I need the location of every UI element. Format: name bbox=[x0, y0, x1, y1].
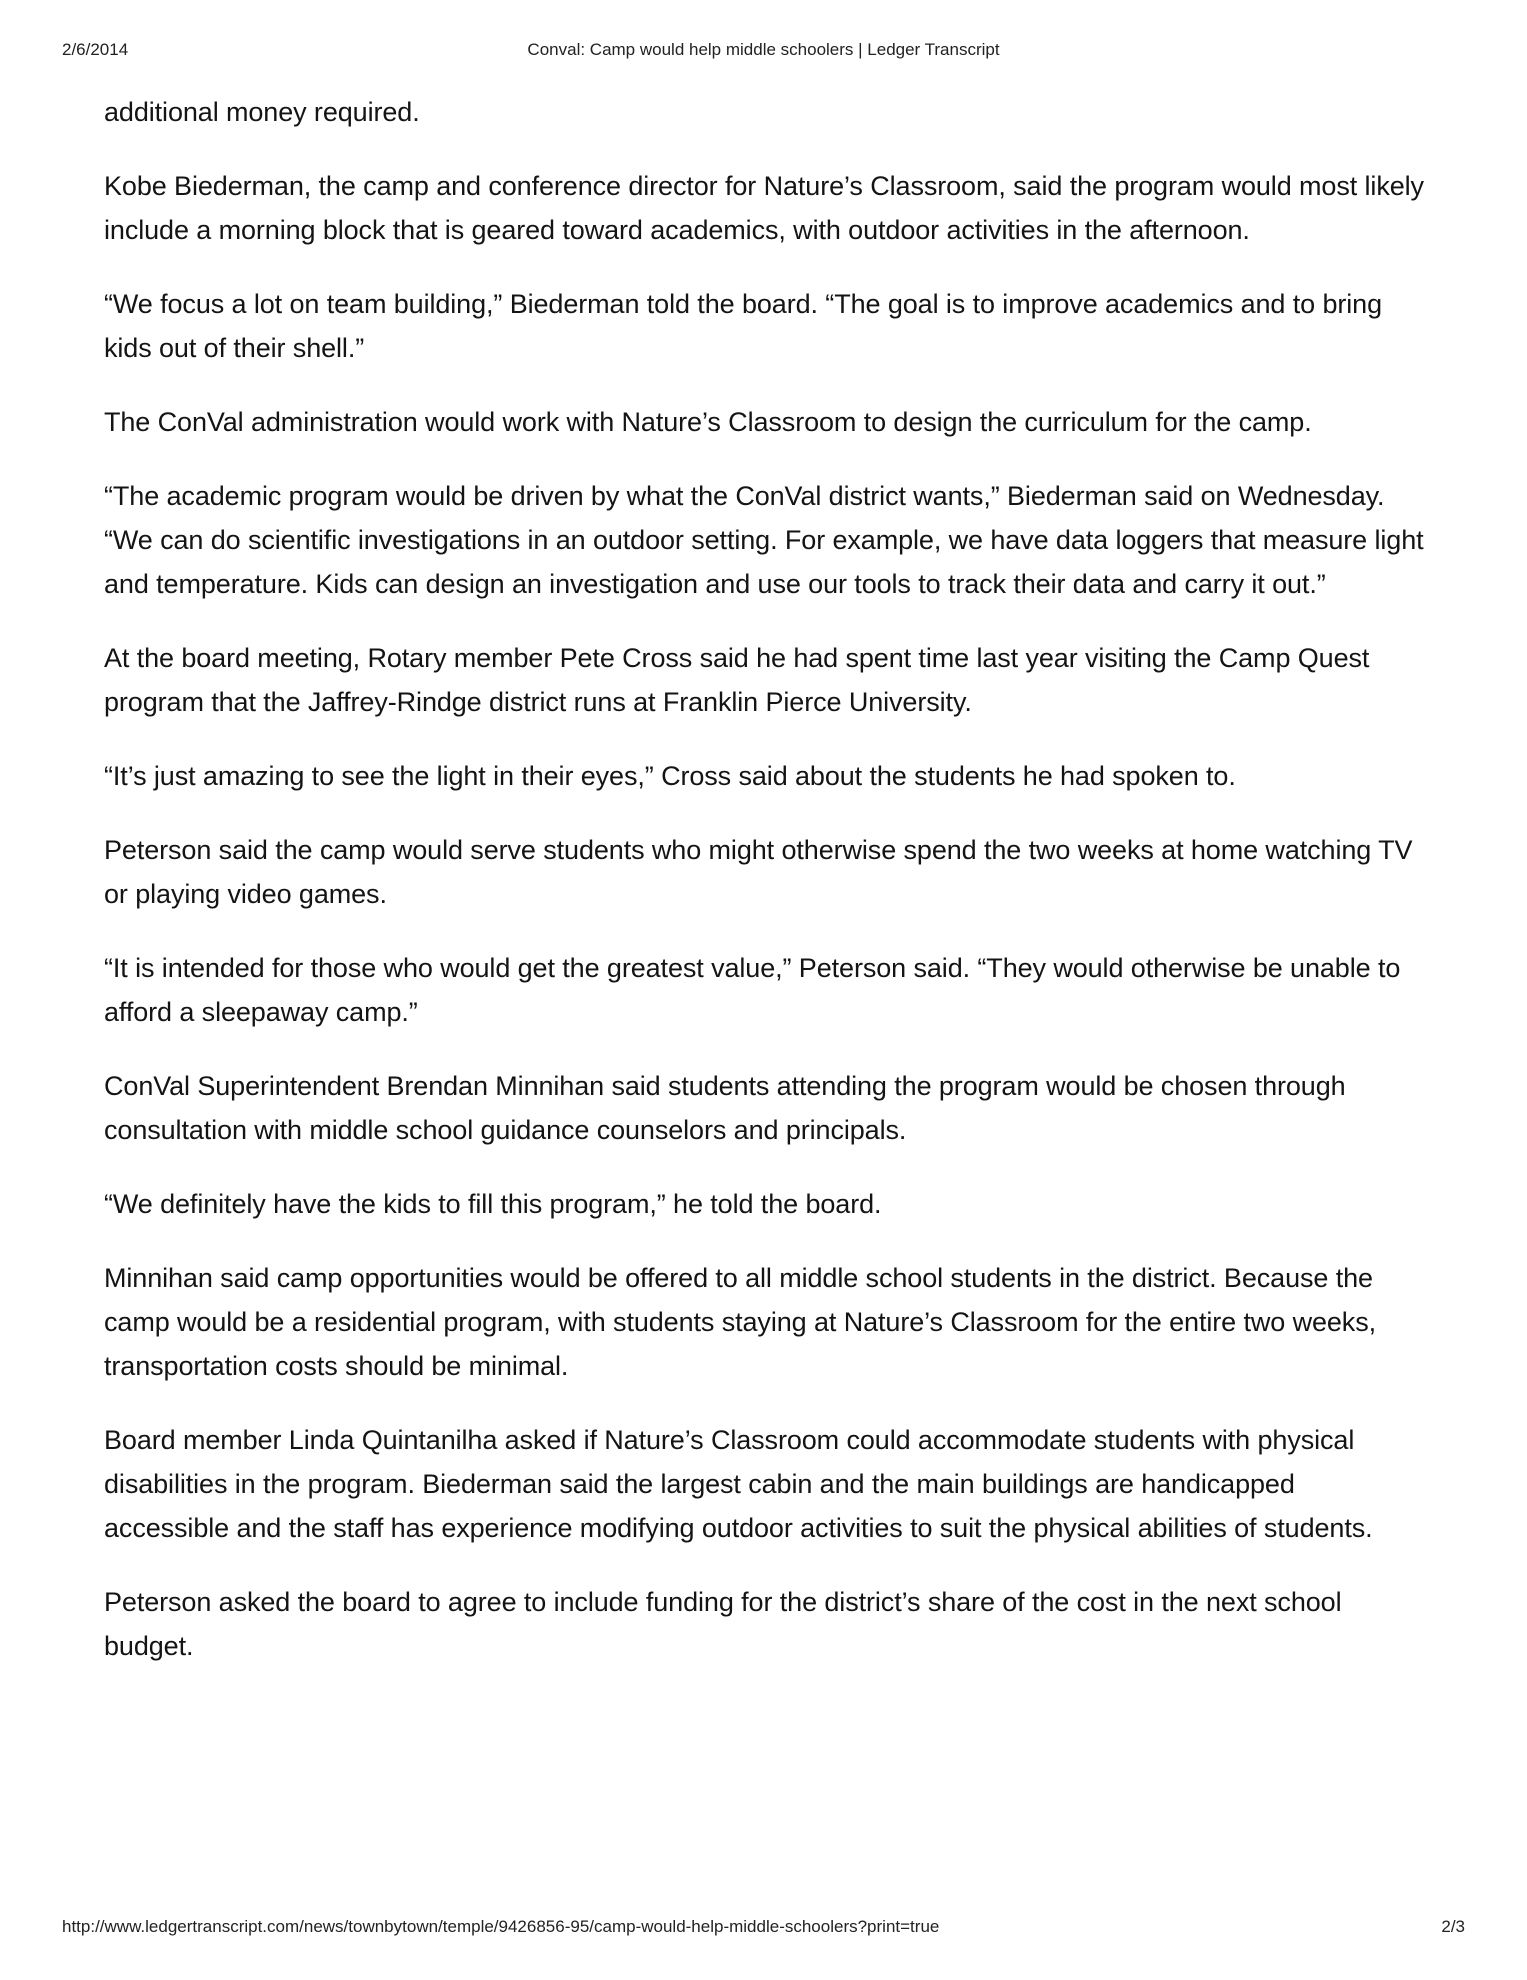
print-footer bbox=[62, 1917, 1465, 1941]
paragraph: Peterson said the camp would serve students who might otherwise spend the two weeks at home watching TV or playing video games. bbox=[104, 835, 1413, 909]
page-title: Conval: Camp would help middle schoolers | Ledger Transcript bbox=[527, 40, 1000, 59]
paragraph: “It is intended for those who would get the greatest value,” Peterson said. “They would otherwise be unable to afford a sleepaway camp.” bbox=[104, 953, 1401, 1027]
paragraph: “We focus a lot on team building,” Biederman told the board. “The goal is to improve academics and to bring kids out of their shell.” bbox=[104, 289, 1382, 363]
page-url: http://www.ledgertranscript.com/news/townbytown/temple/9426856-95/camp-would-help-middle-schoolers?print=true bbox=[62, 1917, 940, 1936]
paragraph: “The academic program would be driven by what the ConVal district wants,” Biederman said on Wednesday. “We can do scientific investigations in an outdoor setting. For example, we have data loggers that measure light and temperature. Kids can design an investigation and use our tools to track their data and carry it out.” bbox=[104, 481, 1424, 599]
paragraph: “It’s just amazing to see the light in their eyes,” Cross said about the students he had spoken to. bbox=[104, 761, 1236, 791]
paragraph: Peterson asked the board to agree to include funding for the district’s share of the cost in the next school budget. bbox=[104, 1587, 1342, 1661]
paragraph: The ConVal administration would work with Nature’s Classroom to design the curriculum for the camp. bbox=[104, 407, 1312, 437]
paragraph: Board member Linda Quintanilha asked if Nature’s Classroom could accommodate students with physical disabilities in the program. Biederman said the largest cabin and the main buildings are handicapped accessible and the staff has experience modifying outdoor activities to suit the physical abilities of students. bbox=[104, 1425, 1373, 1543]
paragraph: additional money required. bbox=[104, 97, 420, 127]
article-body bbox=[104, 90, 1424, 1698]
print-date: 2/6/2014 bbox=[62, 40, 129, 59]
paragraph: “We definitely have the kids to fill this program,” he told the board. bbox=[104, 1189, 882, 1219]
paragraph: Kobe Biederman, the camp and conference director for Nature’s Classroom, said the program would most likely include a morning block that is geared toward academics, with outdoor activities in the afternoon. bbox=[104, 171, 1424, 245]
paragraph: Minnihan said camp opportunities would be offered to all middle school students in the district. Because the camp would be a residential program, with students staying at Nature’s Classroom for the entire two weeks, transportation costs should be minimal. bbox=[104, 1263, 1377, 1381]
page-number: 2/3 bbox=[1441, 1917, 1465, 1936]
print-header bbox=[62, 40, 1465, 64]
paragraph: At the board meeting, Rotary member Pete Cross said he had spent time last year visiting the Camp Quest program that the Jaffrey-Rindge district runs at Franklin Pierce University. bbox=[104, 643, 1370, 717]
paragraph: ConVal Superintendent Brendan Minnihan said students attending the program would be chosen through consultation with middle school guidance counselors and principals. bbox=[104, 1071, 1346, 1145]
